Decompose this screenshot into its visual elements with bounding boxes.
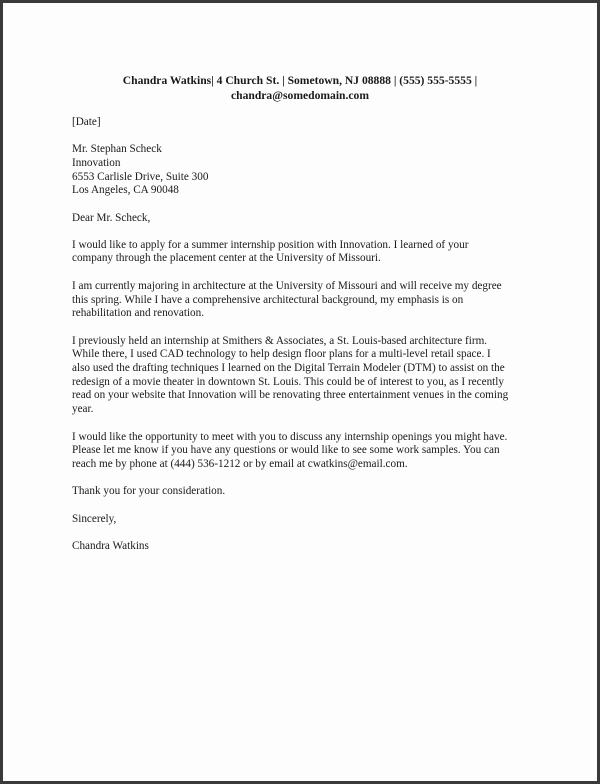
letter-date: [Date] (72, 116, 101, 128)
paragraph-line: I am currently majoring in architecture at the University of Missouri and will receive my degree (72, 279, 502, 292)
paragraph-line: I previously held an internship at Smithers & Associates, a St. Louis-based architecture firm. (72, 334, 488, 347)
letterhead-contact-line: Chandra Watkins| 4 Church St. | Sometown, NJ 08888 | (555) 555-5555 | (122, 74, 478, 87)
paragraph-education (72, 280, 542, 321)
signature-name: Chandra Watkins (72, 540, 149, 553)
letterhead (3, 73, 597, 103)
recipient-street: 6553 Carlisle Drive, Suite 300 (72, 170, 209, 183)
letterhead-email: chandra@somedomain.com (231, 89, 369, 102)
paragraph-line: company through the placement center at the University of Missouri. (72, 252, 381, 265)
paragraph-line: I would like the opportunity to meet with you to discuss any internship openings you might have. (72, 430, 508, 443)
paragraph-line: year. (72, 403, 94, 416)
salutation: Dear Mr. Scheck, (72, 212, 151, 225)
paragraph-line: rehabilitation and renovation. (72, 307, 205, 320)
paragraph-line: reach me by phone at (444) 536-1212 or by email at cwatkins@email.com. (72, 457, 408, 470)
letter-body (72, 116, 542, 554)
signoff: Sincerely, (72, 512, 117, 525)
paragraph-line: redesign of a movie theater in downtown St. Louis. This could be of interest to you, as I recently (72, 375, 504, 388)
recipient-address (72, 143, 542, 198)
recipient-company: Innovation (72, 156, 121, 169)
paragraph-experience (72, 335, 542, 417)
paragraph-line: While there, I used CAD technology to help design floor plans for a multi-level retail space. I (72, 348, 491, 361)
recipient-name: Mr. Stephan Scheck (72, 143, 162, 156)
closing-line: Thank you for your consideration. (72, 485, 226, 498)
recipient-city: Los Angeles, CA 90048 (72, 184, 179, 197)
paragraph-line: also used the drafting techniques I learned on the Digital Terrain Modeler (DTM) to assist on the (72, 362, 505, 375)
paragraph-contact (72, 431, 542, 472)
paragraph-line: Please let me know if you have any questions or would like to see some work samples. You can (72, 444, 500, 457)
paragraph-line: read on your website that Innovation will be renovating three entertainment venues in the coming (72, 389, 509, 402)
paragraph-intro (72, 239, 542, 266)
paragraph-line: I would like to apply for a summer internship position with Innovation. I learned of your (72, 238, 469, 251)
paragraph-line: this spring. While I have a comprehensive architectural background, my emphasis is on (72, 293, 464, 306)
